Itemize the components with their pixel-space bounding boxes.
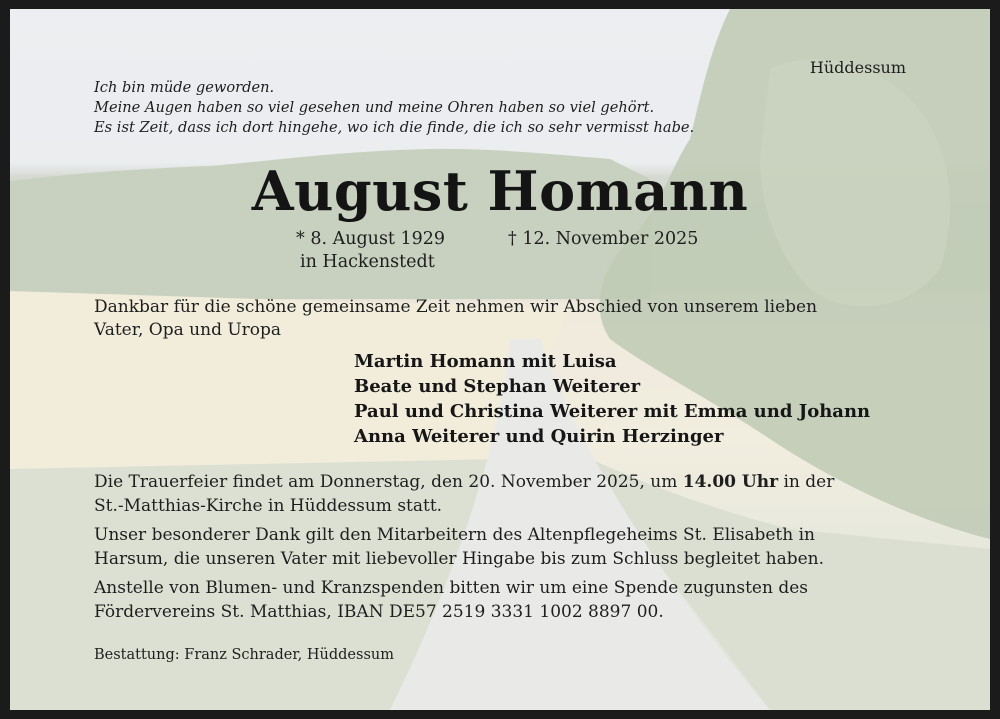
verse-line-3: Es ist Zeit, dass ich dort hingehe, wo ich die finde, die ich so sehr vermisst habe. xyxy=(94,119,695,136)
location-label: Hüddessum xyxy=(809,58,906,77)
death-date: † 12. November 2025 xyxy=(508,229,699,249)
thanks-line-1: Unser besonderer Dank gilt den Mitarbeitern des Altenpflegeheims St. Elisabeth in xyxy=(94,525,815,545)
donation-line-2: Fördervereins St. Matthias, IBAN DE57 2519 3331 1002 8897 00. xyxy=(94,602,664,622)
donation-line-1: Anstelle von Blumen- und Kranzspenden bitten wir um eine Spende zugunsten des xyxy=(94,578,808,598)
birth-date: * 8. August 1929 xyxy=(296,229,446,249)
verse-line-2: Meine Augen haben so viel gesehen und meine Ohren haben so viel gehört. xyxy=(94,99,655,116)
intro-line-1: Dankbar für die schöne gemeinsame Zeit nehmen wir Abschied von unserem lieben xyxy=(94,297,818,317)
intro-line-2: Vater, Opa und Uropa xyxy=(94,320,282,340)
obituary-notice xyxy=(10,9,990,710)
service-text-end: in der xyxy=(783,472,835,492)
mourner-3: Paul und Christina Weiterer mit Emma und Johann xyxy=(354,401,871,422)
verse-line-1: Ich bin müde geworden. xyxy=(94,79,275,96)
service-line-1 xyxy=(94,472,834,492)
thanks-line-2: Harsum, die unseren Vater mit liebevoller Hingabe bis zum Schluss begleitet haben. xyxy=(94,549,825,569)
mourner-2: Beate und Stephan Weiterer xyxy=(354,376,641,397)
mourner-1: Martin Homann mit Luisa xyxy=(354,351,617,372)
service-line-2: St.-Matthias-Kirche in Hüddessum statt. xyxy=(94,496,443,516)
undertaker-credit: Bestattung: Franz Schrader, Hüddessum xyxy=(94,647,394,663)
birth-place: in Hackenstedt xyxy=(300,252,435,272)
service-text: Die Trauerfeier findet am Donnerstag, den 20. November 2025, um xyxy=(94,472,678,492)
service-time: 14.00 Uhr xyxy=(682,472,779,492)
deceased-name: August Homann xyxy=(251,159,749,223)
mourner-4: Anna Weiterer und Quirin Herzinger xyxy=(354,426,724,447)
